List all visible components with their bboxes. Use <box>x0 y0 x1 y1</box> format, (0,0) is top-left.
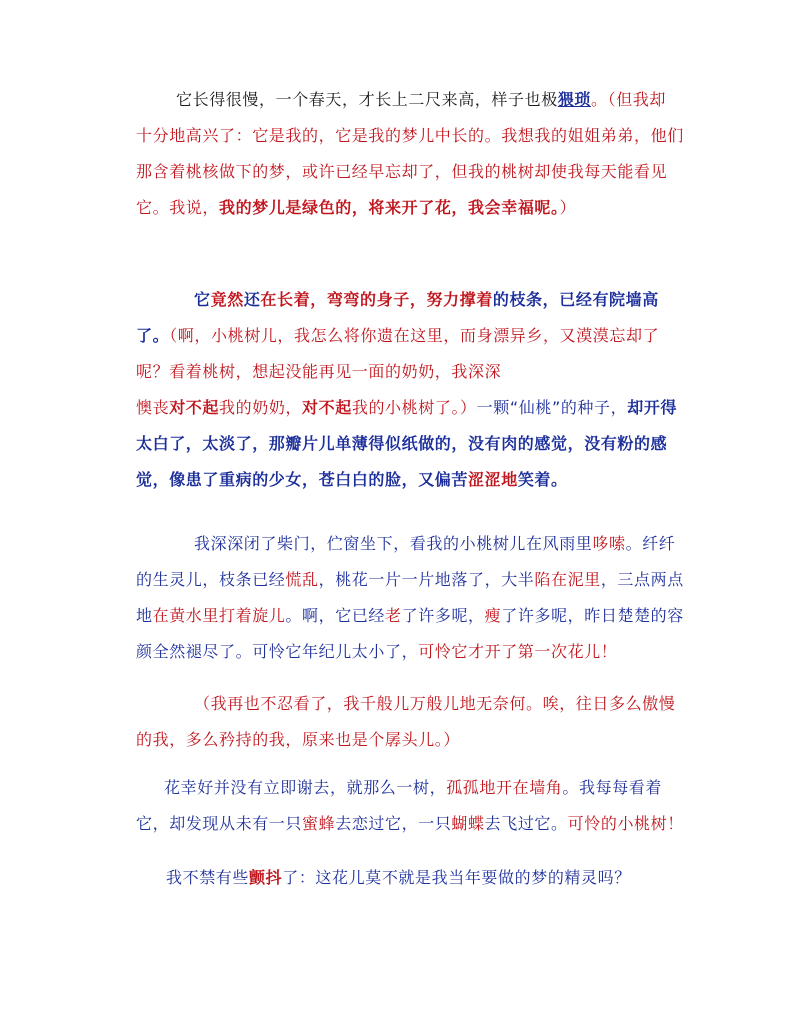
text: 的生灵儿，枝条已经 <box>136 570 286 589</box>
line <box>136 282 658 318</box>
text: 我的奶奶， <box>219 398 303 417</box>
line <box>136 634 658 670</box>
line: （我再也不忍看了，我千般儿万般儿地无奈何。唉，往日多么傲慢 <box>194 694 676 713</box>
text: ，三点两点 <box>600 570 684 589</box>
text: 笑着。 <box>517 470 568 489</box>
text: 它。我说， <box>136 198 220 217</box>
text: 还 <box>243 290 261 309</box>
line <box>136 318 658 354</box>
text: 懊丧 <box>136 398 170 417</box>
line: 十分地高兴了：它是我的，它是我的梦儿中长的。我想我的姐姐弟弟，他们 <box>136 126 684 145</box>
text: 了许多呢， <box>401 606 485 625</box>
emphasis-text: 孤孤地开在墙角 <box>446 778 563 797</box>
text: 花幸好并没有立即谢去，就那么一树， <box>164 778 447 797</box>
paragraph-2 <box>136 282 678 498</box>
text: 了。 <box>136 326 170 345</box>
emphasis-text: 颤抖 <box>249 868 283 887</box>
line <box>136 82 667 118</box>
text: 的枝条，已经有院墙高 <box>492 290 659 309</box>
text: 。啊，它已经 <box>285 606 386 625</box>
emphasis-text: 在黄水里打着旋儿 <box>152 606 286 625</box>
text: 我深深闭了柴门，伫窗坐下，看我的小桃树儿在风雨里 <box>194 534 593 553</box>
emphasis-text: 慌乱 <box>285 570 319 589</box>
paragraph-4 <box>136 686 676 758</box>
line <box>136 390 678 426</box>
paragraph-6 <box>136 860 658 896</box>
emphasis-text: 对不起 <box>169 398 220 417</box>
emphasis-text: 哆嗦 <box>592 534 626 553</box>
emphasis-text: 猥琐 <box>557 90 592 109</box>
text: 我不禁有些 <box>166 868 250 887</box>
emphasis-text: 在长着，弯弯的身子， <box>260 290 427 309</box>
text: ，桃花一片一片地落了，大半 <box>318 570 535 589</box>
emphasis-text: 对不起 <box>302 398 352 417</box>
text: 它长得很慢，一个春天，才长上二尺来高，样子也极 <box>176 90 558 109</box>
emphasis-text: 陷在泥里 <box>534 570 601 589</box>
line <box>136 462 658 498</box>
text: 了许多呢，昨日楚楚的容 <box>501 606 684 625</box>
text: ） <box>559 198 577 217</box>
text: 一颗“仙桃”的种子， <box>476 398 628 417</box>
text: 它 <box>194 290 211 309</box>
text: 。（但我却 <box>591 90 667 109</box>
text: 地 <box>136 606 153 625</box>
text: 颜全然褪尽了。可怜它年纪儿太小了， <box>136 642 419 661</box>
emphasis-text: 我的梦儿是绿色的，将来开了花，我会幸福呢。 <box>219 198 560 217</box>
emphasis-text: 蝴蝶 <box>451 814 485 833</box>
emphasis-text: 努力撑着 <box>426 290 493 309</box>
emphasis-text: 可怜它才开了第一次花儿！ <box>418 642 618 661</box>
line: 呢？看着桃树，想起没能再见一面的奶奶，我深深 <box>136 362 502 381</box>
line <box>136 806 684 842</box>
emphasis-text: 老 <box>385 606 402 625</box>
line <box>136 770 663 806</box>
text: 去飞过它。 <box>484 814 568 833</box>
line <box>136 598 684 634</box>
line <box>136 190 658 226</box>
emphasis-text: 蜜蜂 <box>302 814 336 833</box>
line <box>136 526 676 562</box>
text: 了：这花儿莫不就是我当年要做的梦的精灵吗？ <box>282 868 631 887</box>
paragraph-1 <box>136 82 684 226</box>
text: 去恋过它，一只 <box>335 814 452 833</box>
emphasis-text: 竟然 <box>210 290 244 309</box>
text: （啊，小桃树儿，我怎么将你遗在这里，而身漂异乡，又漠漠忘却了 <box>169 326 660 345</box>
paragraph-5 <box>136 770 684 842</box>
line: 太白了，太淡了，那瓣片儿单薄得似纸做的，没有肉的感觉，没有粉的感 <box>136 434 668 453</box>
text: 我的小桃树了。） <box>351 398 477 417</box>
line: 那含着桃核做下的梦，或许已经早忘却了，但我的桃树却使我每天能看见 <box>136 162 668 181</box>
emphasis-text: 可怜的小桃树！ <box>567 814 684 833</box>
emphasis-text: 涩涩地 <box>468 470 518 489</box>
emphasis-text: 却开得 <box>627 398 678 417</box>
line: 的我，多么矜持的我，原来也是个孱头儿。） <box>136 730 461 749</box>
line <box>136 860 658 896</box>
paragraph-3 <box>136 526 684 670</box>
text: 它，却发现从未有一只 <box>136 814 303 833</box>
line <box>136 562 684 598</box>
emphasis-text: 瘦 <box>484 606 502 625</box>
text: 。我每每看着 <box>562 778 663 797</box>
text: 。纤纤 <box>625 534 676 553</box>
text: 觉，像患了重病的少女，苍白白的脸，又偏苦 <box>136 470 469 489</box>
